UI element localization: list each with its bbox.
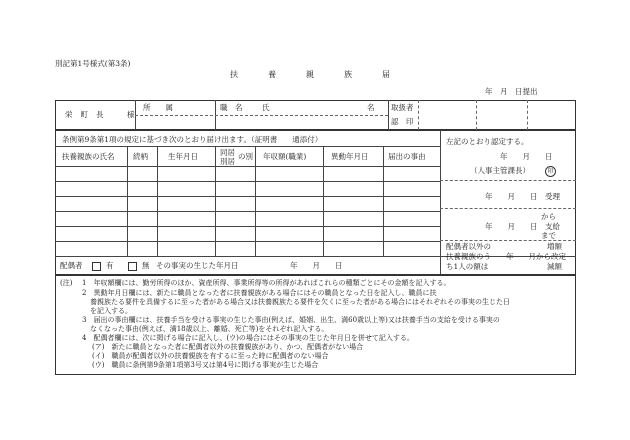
note-1: 1 年収額欄には、勤労所得のほか、資産所得、事業所得等の所得があればこれらの種類ごとにその金額を記入する。 bbox=[82, 279, 451, 287]
note-4: 4 配偶者欄には、次に掲げる場合に記入し、(ウ)の場合にはその事実の生じた年月日を併せて記入する。 bbox=[82, 334, 414, 342]
certify-date: 年 月 日 bbox=[500, 152, 553, 161]
submit-date: 年 月 日提出 bbox=[485, 87, 538, 96]
col-relation: 続柄 bbox=[133, 152, 148, 161]
declaration-text: 条例第9条第1項の規定に基づき次のとおり届け出ます。（証明書 通添付） bbox=[62, 135, 323, 144]
approver-label: （人事主管課長） bbox=[470, 166, 530, 175]
col-birth: 生年月日 bbox=[168, 152, 198, 161]
amount-label-3: ち1人の額は bbox=[446, 262, 489, 271]
col-name: 扶養親族の氏名 bbox=[62, 152, 115, 161]
note-2c: を記入する。 bbox=[90, 307, 132, 315]
col-reason: 届出の事由 bbox=[388, 152, 426, 161]
spouse-yes-checkbox[interactable] bbox=[92, 262, 101, 271]
position-label: 職 名 bbox=[220, 103, 243, 112]
spouse-event-label: その事実の生じた年月日 bbox=[156, 261, 239, 270]
amount-decrease: 減額 bbox=[547, 262, 562, 271]
spouse-no-label: 無 bbox=[142, 261, 150, 270]
col-cohab-1: 同居 bbox=[220, 148, 235, 157]
col-income: 年収額(職業) bbox=[263, 152, 307, 161]
handler-label-2: 認 印 bbox=[391, 117, 414, 126]
form-id: 別記第1号様式(第3条) bbox=[55, 59, 131, 68]
col-cohab-2: 別居 bbox=[220, 157, 235, 166]
table-row bbox=[55, 211, 440, 212]
note-2b: 養親族たる要件を具備するに至った者がある場合又は扶養親族たる要件を欠くに至った者がある場合にはそれぞれその事実の生じた日 bbox=[90, 298, 510, 306]
note-3a: 3 届出の事由欄には、扶養手当を受ける事実の生じた事由(例えば、婚姻、出生、満60歳以上等)又は扶養手当の支給を受ける事実の bbox=[82, 316, 500, 324]
seal-mark: 印 bbox=[545, 166, 556, 177]
spouse-event-date: 年 月 日 bbox=[290, 261, 343, 270]
note-4b: (イ) 職員が配偶者以外の扶養親族を有するに至った時に配偶者のない場合 bbox=[92, 352, 329, 360]
table-row bbox=[55, 181, 440, 182]
name-label: 氏 名 bbox=[262, 103, 375, 112]
note-4c: (ウ) 職員に条例第9条第1項第3号又は第4号に掲げる事実が生じた場合 bbox=[92, 361, 319, 369]
amount-increase: 増額 bbox=[547, 242, 562, 251]
col-cohab-3: の別 bbox=[238, 152, 253, 161]
note-3b: なくなった事由(例えば、満18歳以上、離婚、死亡等)をそれぞれ記入する。 bbox=[90, 325, 329, 333]
amount-month: 年 月から改定 bbox=[506, 252, 566, 261]
amount-label-2: 扶養親族のう bbox=[446, 252, 491, 261]
handler-label-1: 取扱者 bbox=[391, 103, 414, 112]
note-2a: 2 異動年月日欄には、新たに職員となった者に扶養親族がある場合にはその職員となった日を記入し、職員に扶 bbox=[82, 289, 437, 297]
spouse-yes-label: 有 bbox=[106, 261, 114, 270]
pay-date: 年 月 日 支給 bbox=[485, 222, 560, 231]
dept-label: 所 属 bbox=[143, 103, 173, 112]
col-change-date: 異動年月日 bbox=[331, 152, 369, 161]
pay-until: まで bbox=[541, 231, 556, 240]
amount-label-1: 配偶者以外の bbox=[446, 242, 491, 251]
addressee: 栄町長 様 bbox=[65, 110, 143, 119]
pay-from: から bbox=[541, 212, 556, 221]
spouse-label: 配偶者 bbox=[60, 261, 83, 270]
table-row bbox=[55, 241, 440, 242]
spouse-no-checkbox[interactable] bbox=[128, 262, 137, 271]
note-4a: (ア) 新たに職員となった者に配偶者以外の扶養親族があり、かつ、配偶者がない場合 bbox=[92, 343, 364, 351]
table-row bbox=[55, 196, 440, 197]
certify-text: 左記のとおり認定する。 bbox=[446, 137, 529, 146]
received-date: 年 月 日 受理 bbox=[485, 192, 560, 201]
table-row bbox=[55, 226, 440, 227]
note-head: (注) bbox=[60, 279, 73, 287]
form-title: 扶養親族届 bbox=[230, 70, 420, 79]
